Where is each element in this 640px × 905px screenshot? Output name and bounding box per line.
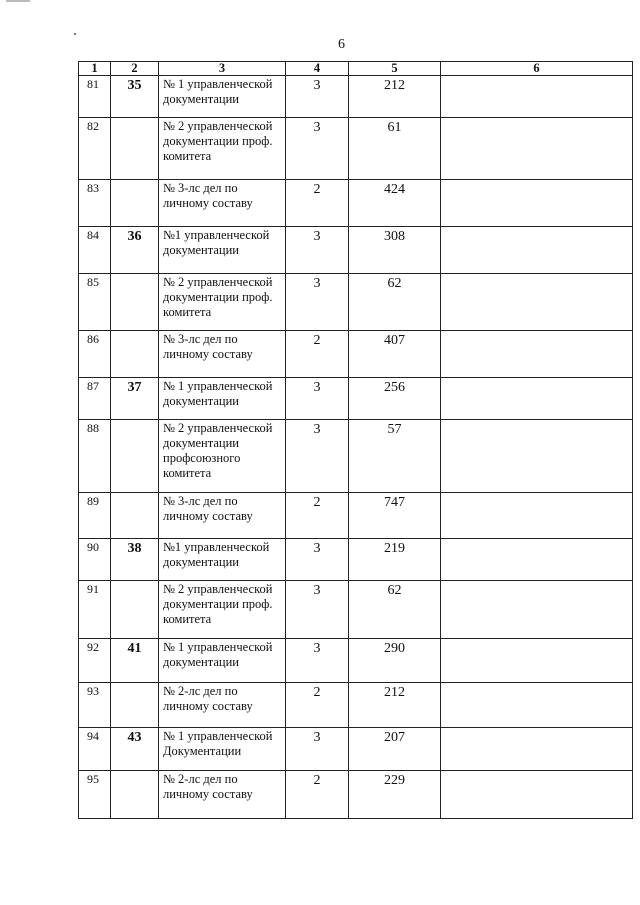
cell-units-count: 229 <box>349 771 441 819</box>
cell-note <box>441 771 633 819</box>
cell-note <box>441 118 633 180</box>
cell-fund-number: 36 <box>111 227 159 274</box>
cell-units-count: 747 <box>349 493 441 539</box>
table-row <box>79 728 633 771</box>
cell-note <box>441 227 633 274</box>
cell-category: 2 <box>286 493 349 539</box>
cell-units-count: 62 <box>349 581 441 639</box>
cell-fund-number <box>111 180 159 227</box>
page-number: 6 <box>338 37 345 52</box>
table-body <box>79 76 633 819</box>
column-header: 2 <box>111 62 159 76</box>
cell-fund-number <box>111 683 159 728</box>
cell-note <box>441 639 633 683</box>
cell-row-number: 83 <box>79 180 111 227</box>
table-row <box>79 639 633 683</box>
cell-inventory-description: № 1 управленческой документации <box>159 639 286 683</box>
cell-units-count: 212 <box>349 683 441 728</box>
cell-inventory-description: № 1 управленческой документации <box>159 76 286 118</box>
cell-note <box>441 331 633 378</box>
cell-units-count: 256 <box>349 378 441 420</box>
cell-inventory-description: № 3-лс дел по личному составу <box>159 331 286 378</box>
cell-units-count: 61 <box>349 118 441 180</box>
cell-units-count: 57 <box>349 420 441 493</box>
cell-row-number: 88 <box>79 420 111 493</box>
table-row <box>79 274 633 331</box>
cell-inventory-description: № 1 управленческой Документации <box>159 728 286 771</box>
cell-inventory-description: № 2 управленческой документации проф. комитета <box>159 274 286 331</box>
cell-inventory-description: № 2 управленческой документации проф. комитета <box>159 118 286 180</box>
cell-inventory-description: № 2-лс дел по личному составу <box>159 771 286 819</box>
cell-units-count: 219 <box>349 539 441 581</box>
cell-inventory-description: № 3-лс дел по личному составу <box>159 493 286 539</box>
cell-fund-number <box>111 118 159 180</box>
cell-units-count: 308 <box>349 227 441 274</box>
cell-row-number: 92 <box>79 639 111 683</box>
cell-row-number: 86 <box>79 331 111 378</box>
cell-fund-number <box>111 331 159 378</box>
cell-units-count: 207 <box>349 728 441 771</box>
cell-category: 2 <box>286 331 349 378</box>
cell-inventory-description: № 2 управленческой документации проф. комитета <box>159 581 286 639</box>
cell-note <box>441 180 633 227</box>
column-header: 6 <box>441 62 633 76</box>
cell-fund-number: 37 <box>111 378 159 420</box>
table-row <box>79 683 633 728</box>
cell-row-number: 95 <box>79 771 111 819</box>
cell-category: 3 <box>286 76 349 118</box>
cell-fund-number: 41 <box>111 639 159 683</box>
scan-dot <box>74 33 76 35</box>
table-row <box>79 581 633 639</box>
cell-row-number: 84 <box>79 227 111 274</box>
cell-fund-number <box>111 771 159 819</box>
table-row <box>79 76 633 118</box>
cell-note <box>441 493 633 539</box>
cell-inventory-description: № 1 управленческой документации <box>159 378 286 420</box>
cell-category: 3 <box>286 539 349 581</box>
column-header: 4 <box>286 62 349 76</box>
cell-units-count: 62 <box>349 274 441 331</box>
table-row <box>79 420 633 493</box>
column-header: 1 <box>79 62 111 76</box>
cell-row-number: 87 <box>79 378 111 420</box>
cell-category: 3 <box>286 728 349 771</box>
cell-category: 3 <box>286 274 349 331</box>
table-row <box>79 493 633 539</box>
table-row <box>79 378 633 420</box>
cell-fund-number: 35 <box>111 76 159 118</box>
cell-fund-number <box>111 274 159 331</box>
cell-note <box>441 420 633 493</box>
cell-category: 3 <box>286 227 349 274</box>
cell-row-number: 85 <box>79 274 111 331</box>
cell-row-number: 94 <box>79 728 111 771</box>
cell-category: 3 <box>286 378 349 420</box>
cell-inventory-description: №1 управленческой документации <box>159 539 286 581</box>
column-header: 5 <box>349 62 441 76</box>
column-header: 3 <box>159 62 286 76</box>
cell-category: 2 <box>286 683 349 728</box>
cell-note <box>441 378 633 420</box>
archive-table <box>78 61 633 819</box>
cell-inventory-description: № 3-лс дел по личному составу <box>159 180 286 227</box>
cell-row-number: 89 <box>79 493 111 539</box>
cell-note <box>441 728 633 771</box>
cell-category: 3 <box>286 118 349 180</box>
table-row <box>79 771 633 819</box>
table-row <box>79 227 633 274</box>
cell-note <box>441 274 633 331</box>
cell-row-number: 90 <box>79 539 111 581</box>
cell-category: 3 <box>286 420 349 493</box>
cell-inventory-description: №1 управленческой документации <box>159 227 286 274</box>
cell-row-number: 82 <box>79 118 111 180</box>
cell-fund-number: 38 <box>111 539 159 581</box>
cell-inventory-description: № 2 управленческой документации профсоюзного комитета <box>159 420 286 493</box>
cell-units-count: 290 <box>349 639 441 683</box>
cell-note <box>441 539 633 581</box>
table-row <box>79 539 633 581</box>
cell-units-count: 407 <box>349 331 441 378</box>
cell-fund-number <box>111 493 159 539</box>
cell-category: 3 <box>286 639 349 683</box>
cell-category: 3 <box>286 581 349 639</box>
cell-units-count: 212 <box>349 76 441 118</box>
table-row <box>79 118 633 180</box>
cell-row-number: 81 <box>79 76 111 118</box>
cell-category: 2 <box>286 180 349 227</box>
cell-row-number: 91 <box>79 581 111 639</box>
table-row <box>79 180 633 227</box>
cell-fund-number <box>111 581 159 639</box>
cell-fund-number <box>111 420 159 493</box>
cell-fund-number: 43 <box>111 728 159 771</box>
cell-note <box>441 683 633 728</box>
cell-inventory-description: № 2-лс дел по личному составу <box>159 683 286 728</box>
table-row <box>79 331 633 378</box>
table-header-row <box>79 62 633 76</box>
scan-artifact <box>6 0 30 2</box>
cell-note <box>441 581 633 639</box>
cell-row-number: 93 <box>79 683 111 728</box>
cell-units-count: 424 <box>349 180 441 227</box>
cell-category: 2 <box>286 771 349 819</box>
cell-note <box>441 76 633 118</box>
